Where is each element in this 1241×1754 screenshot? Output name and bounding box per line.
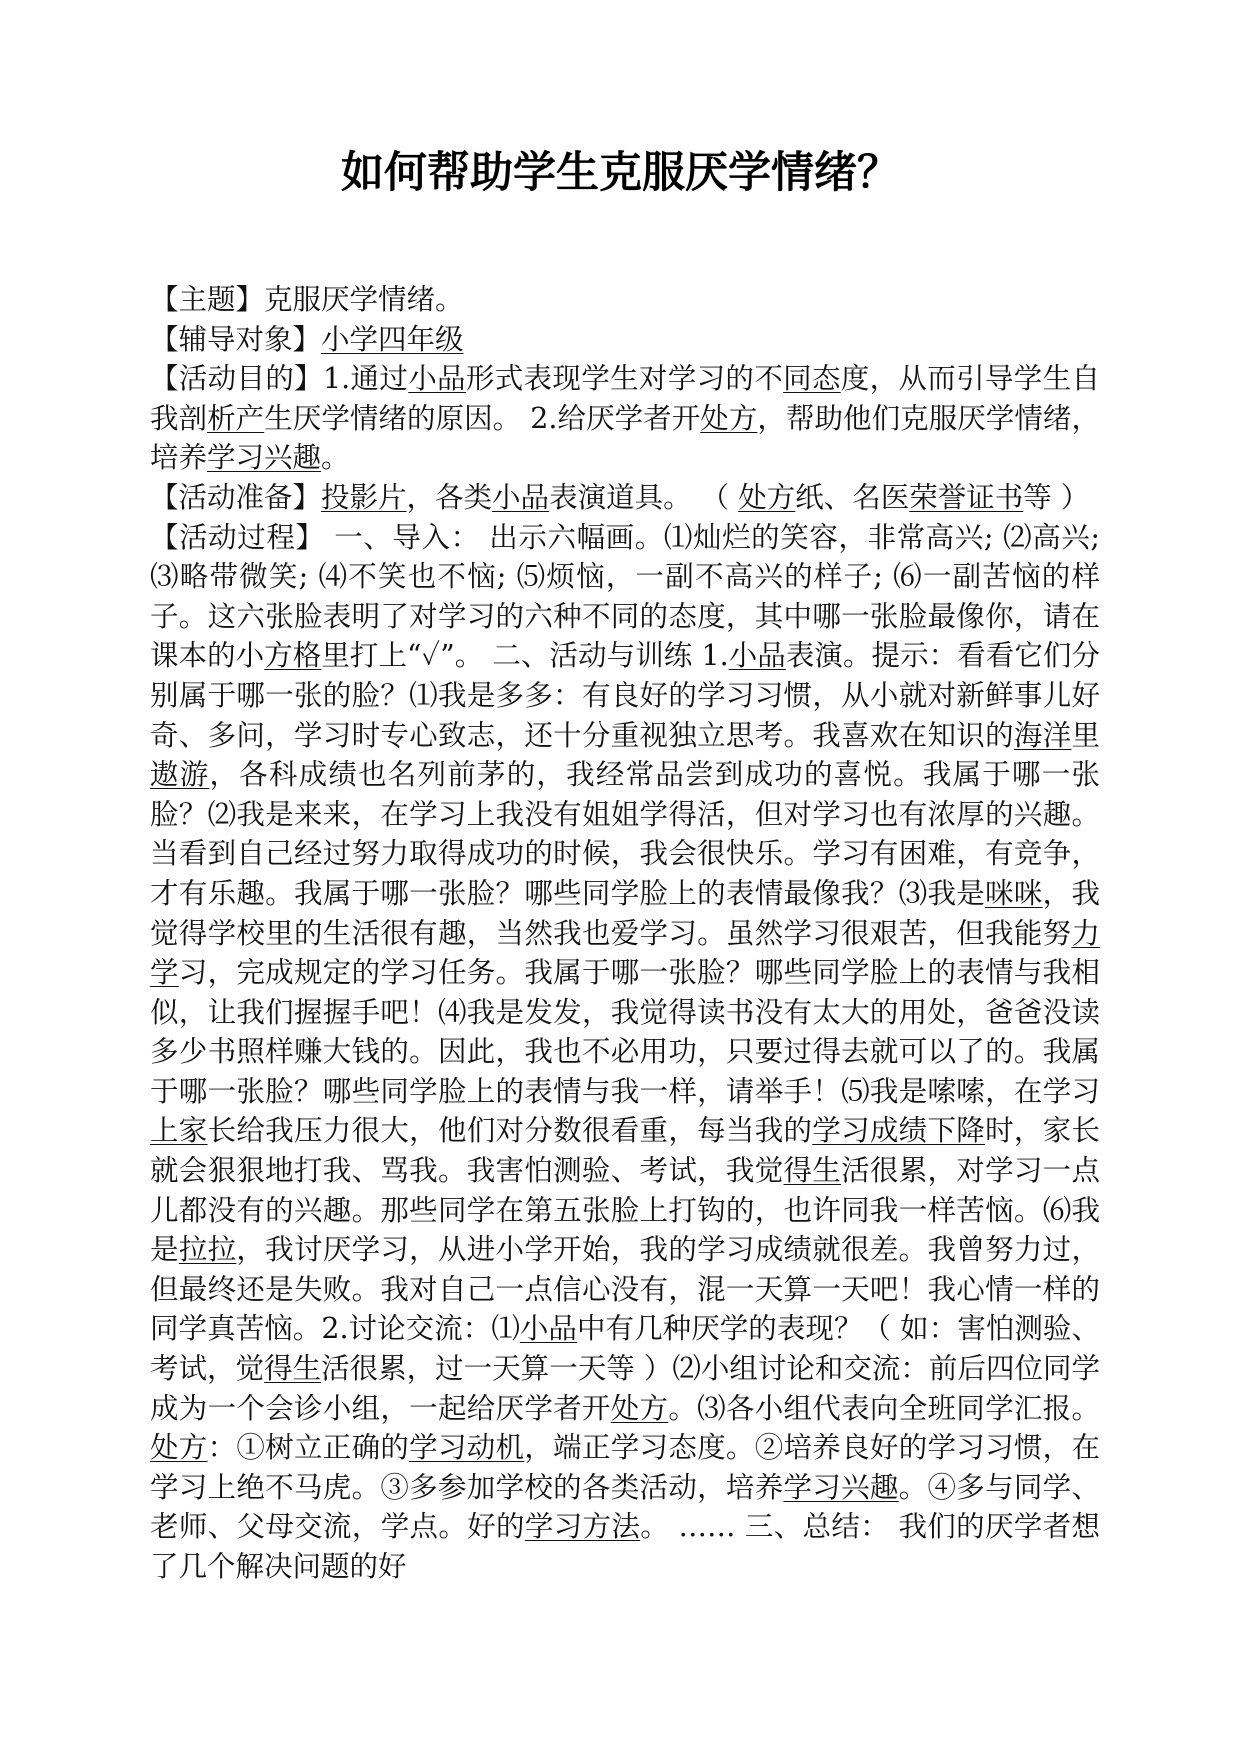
text-run: 等 ） bbox=[1023, 480, 1090, 514]
underlined-text: 学习成绩下降 bbox=[812, 1114, 986, 1148]
underlined-text: 荣誉证书 bbox=[909, 480, 1024, 514]
underlined-text: 投影片 bbox=[321, 480, 407, 514]
underlined-text: 小品 bbox=[408, 362, 466, 396]
paragraph bbox=[150, 280, 1100, 320]
text-run: 活很累，对学习一点儿都没有的兴趣。那些同学在第五张脸上打钩的，也许同我一样苦恼。⑹我是 bbox=[150, 1154, 1100, 1267]
text-run: 习，完成规定的学习任务。我属于哪一张脸？哪些同学脸上的表情与我相似，让我们握握手吧！⑷我是发发，我觉得读书没有太大的用处，爸爸没读多少书照样赚大钱的。因此，我也不必用功，只要过得去就可以了的。我属于哪一张脸？哪些同学脸上的表情与我一样，请举手！⑸我是嗦嗦，在学习 bbox=[150, 956, 1100, 1108]
text-run: ，各科成绩也名列前茅的，我经常品尝到成功的喜悦。我属于哪一张脸？⑵我是来来，在学习上我没有姐姐学得活，但对学习也有浓厚的兴趣。当看到自己经过努力取得成功的时候，我会很快乐。学习有困难，有竞争，才有乐趣。我属于哪一张脸？哪些同学脸上的表情最像我？⑶我是 bbox=[150, 758, 1100, 910]
underlined-text: 小品 bbox=[519, 1312, 577, 1346]
underlined-text: 小学四年级 bbox=[321, 322, 464, 356]
underlined-text: 处方 bbox=[700, 401, 758, 435]
text-run: 表演。提示：看看它们分别属于哪一张的脸？⑴我是多多：有良好的学习习惯，从小就对新鲜事儿好奇、多问，学习时专心致志，还十分重视独立思考。我喜欢在知识的 bbox=[150, 639, 1100, 752]
text-run: 纸、名医 bbox=[795, 480, 910, 514]
underlined-text: 得生 bbox=[264, 1352, 322, 1386]
text-run: ，端正学习态度。②培养良好的学习习惯，在学习上绝不马虎。③多参加学校的各类活动，培养 bbox=[150, 1431, 1100, 1504]
text-run: 表演道具。 （ bbox=[549, 480, 739, 514]
text-run: 中有几种厌学的表现？（ 如：害怕测验、考试，觉 bbox=[150, 1312, 1100, 1386]
text-run: 。 bbox=[321, 441, 350, 475]
text-run: 【辅导对象】 bbox=[150, 322, 322, 356]
underlined-text: 方格 bbox=[264, 639, 322, 673]
text-run: 活很累，过一天算一天等 ）⑵小组讨论和交流：前后四位同学成为一个会诊小组，一起给厌学者开 bbox=[150, 1352, 1100, 1425]
underlined-text: 上家 bbox=[150, 1114, 208, 1148]
text-run: 【活动目的】1.通过 bbox=[150, 362, 409, 396]
text-run: 里 bbox=[1071, 718, 1100, 752]
paragraph bbox=[150, 478, 1100, 518]
text-run: ，各类 bbox=[406, 480, 493, 514]
text-run: 时，家长就会狠狠地打我、骂我。我害怕测验、考试，我觉 bbox=[150, 1114, 1100, 1188]
underlined-text: 学习动机 bbox=[409, 1431, 525, 1465]
text-run: 度，从而引导学生自我剖 bbox=[150, 362, 1100, 435]
underlined-text: 处方 bbox=[150, 1431, 208, 1465]
text-run: 。 …… 三、总结： 我们的厌学者想了几个解决问题的好 bbox=[150, 1510, 1100, 1583]
document-body bbox=[150, 280, 1100, 1587]
text-run: 里打上“✓”。 二、活动与训练 1. bbox=[321, 639, 729, 673]
text-run: 形式表现学生对学习的不 bbox=[465, 362, 784, 396]
underlined-text: 学习兴趣 bbox=[783, 1470, 899, 1504]
document-title: 如何帮助学生克服厌学情绪？ bbox=[341, 148, 900, 198]
underlined-text: 遨游 bbox=[150, 758, 210, 792]
text-run: ：①树立正确的 bbox=[207, 1431, 410, 1465]
text-run: ，帮助他们克服厌学情绪，培养 bbox=[150, 401, 1100, 475]
underlined-text: 咪咪 bbox=[985, 876, 1043, 910]
text-run: ，我觉得学校里的生活很有趣，当然我也爱学习。虽然学习很艰苦，但我能努 bbox=[150, 876, 1100, 950]
underlined-text: 海洋 bbox=[1013, 718, 1072, 752]
underlined-text: 析产 bbox=[207, 401, 265, 435]
underlined-text: 学习兴趣 bbox=[207, 441, 322, 475]
paragraph bbox=[150, 518, 1100, 1587]
underlined-text: 处方 bbox=[738, 480, 796, 514]
underlined-text: 学习方法 bbox=[524, 1510, 641, 1544]
underlined-text: 处方 bbox=[610, 1391, 669, 1425]
paragraph bbox=[150, 320, 1100, 360]
text-run: 长给我压力很大，他们对分数很看重，每当我的 bbox=[207, 1114, 813, 1148]
text-run: ，我讨厌学习，从进小学开始，我的学习成绩就很差。我曾努力过，但最终还是失败。我对自己一点信心没有，混一天算一天吧！我心情一样的同学真苦恼。2.讨论交流：⑴ bbox=[150, 1233, 1100, 1346]
text-run: 。④多与同学、老师、父母交流，学点。好的 bbox=[150, 1470, 1100, 1544]
underlined-text: 拉拉 bbox=[178, 1233, 237, 1267]
underlined-text: 得生 bbox=[783, 1154, 842, 1188]
text-run: 【活动准备】 bbox=[150, 480, 322, 514]
underlined-text: 小品 bbox=[492, 480, 550, 514]
underlined-text: 力学 bbox=[150, 916, 1100, 990]
text-run: 【主题】克服厌学情绪。 bbox=[150, 283, 464, 316]
text-run: 。⑶各小组代表向全班同学汇报。 bbox=[668, 1391, 1100, 1425]
paragraph bbox=[150, 359, 1100, 478]
underlined-text: 小品 bbox=[728, 639, 786, 673]
text-run: 【活动过程】 一、导入： 出示六幅画。⑴灿烂的笑容，非常高兴; ⑵高兴; ⑶略带微笑; ⑷不笑也不恼; ⑸烦恼，一副不高兴的样子; ⑹一副苦恼的样子。这六张脸表明了对学习的六种不同的态度，其中哪一张脸最像你，请在课本的小 bbox=[150, 520, 1100, 673]
underlined-text: 同态 bbox=[783, 362, 841, 396]
text-run: 生厌学情绪的原因。 2.给厌学者开 bbox=[264, 401, 701, 435]
